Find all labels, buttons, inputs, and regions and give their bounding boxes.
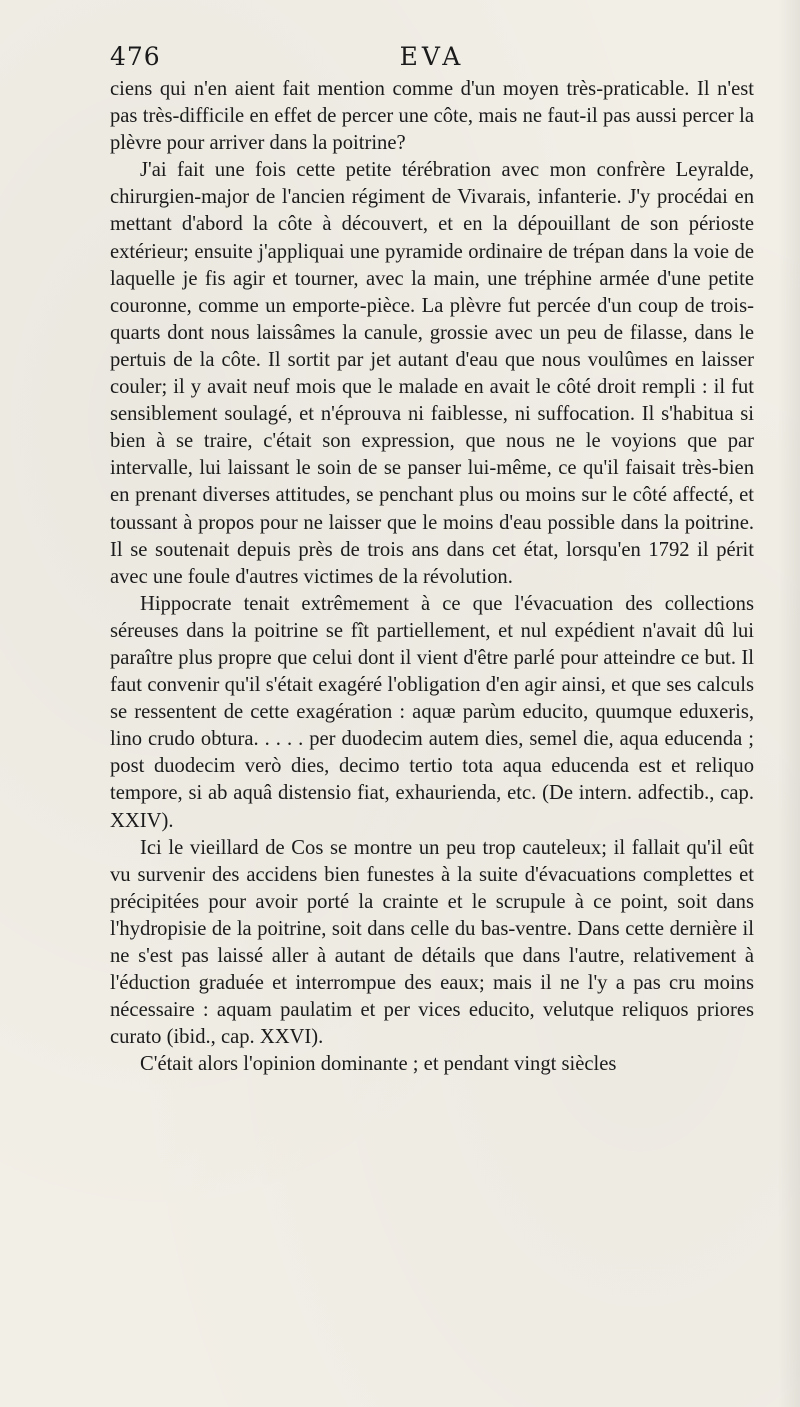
running-title: EVA: [399, 42, 465, 71]
body-text: [110, 76, 754, 1078]
paragraph-opinion-dominante: C'était alors l'opinion dominante ; et pendant vingt siècles: [140, 1053, 617, 1076]
page-number: 476: [110, 42, 161, 71]
running-head: [110, 42, 754, 72]
paragraph-continuation: ciens qui n'en aient fait mention comme d'un moyen très-praticable. Il n'est pas très-difficile en effet de percer une côte, mais ne faut-il pas aussi percer la plèvre pour arriver dans la poitrine?: [110, 78, 754, 155]
paragraph-vieillard-de-cos: Ici le vieillard de Cos se montre un peu trop cauteleux; il fallait qu'il eût vu survenir des accidens bien funestes à la suite d'évacuations complettes et précipitées pour avoir porté la crainte et le scrupule à ce point, soit dans l'hydropisie de la poitrine, soit dans celle du bas-ventre. Dans cette dernière il ne s'est pas laissé aller à autant de détails que dans l'autre, relativement à l'éduction graduée et interrompue des eaux; mais il ne l'y a pas cru moins nécessaire : aquam paulatim et per vices educito, velutque reliquos priores curato (ibid., cap. XXVI).: [110, 836, 754, 1049]
paragraph-terebration: J'ai fait une fois cette petite térébration avec mon confrère Leyralde, chirurgien-major de l'ancien régiment de Vivarais, infanterie. J'y procédai en mettant d'abord la côte à découvert, et en la dépouillant de son périoste extérieur; ensuite j'appliquai une pyramide ordinaire de trépan dans la voie de laquelle je fis agir et tourner, avec la main, une tréphine armée d'une petite couronne, comme un emporte-pièce. La plèvre fut percée d'un coup de trois-quarts dont nous laissâmes la canule, grossie avec un peu de filasse, dans le pertuis de la côte. Il sortit par jet autant d'eau que nous voulûmes en laisser couler; il y avait neuf mois que le malade en avait le côté droit rempli : il fut sensiblement soulagé, et n'éprouva ni faiblesse, ni suffocation. Il s'habitua si bien à se traire, c'était son expression, que nous ne le voyions que par intervalle, lui laissant le soin de se panser lui-même, ce qu'il faisait très-bien en prenant diverses attitudes, se penchant plus ou moins sur le côté affecté, et toussant à propos pour ne laisser que le moins d'eau possible dans la poitrine. Il se soutenait depuis près de trois ans dans cet état, lorsqu'en 1792 il périt avec une foule d'autres victimes de la révolution.: [110, 159, 754, 588]
page-edge-shadow: [778, 0, 800, 1407]
paragraph-hippocrate: Hippocrate tenait extrêmement à ce que l'évacuation des collections séreuses dans la poitrine se fît partiellement, et nul expédient n'avait dû lui paraître plus propre que celui dont il vient d'être parlé pour atteindre ce but. Il faut convenir qu'il s'était exagéré l'obligation d'en agir ainsi, et que ses calculs se ressentent de cette exagération : aquæ parùm educito, quumque eduxeris, lino crudo obtura. . . . . per duodecim autem dies, semel die, aqua educenda ; post duodecim verò dies, decimo tertio tota aqua educenda est et reliquo tempore, si ab aquâ distensio fiat, exhaurienda, etc. (De intern. adfectib., cap. XXIV).: [110, 592, 754, 832]
